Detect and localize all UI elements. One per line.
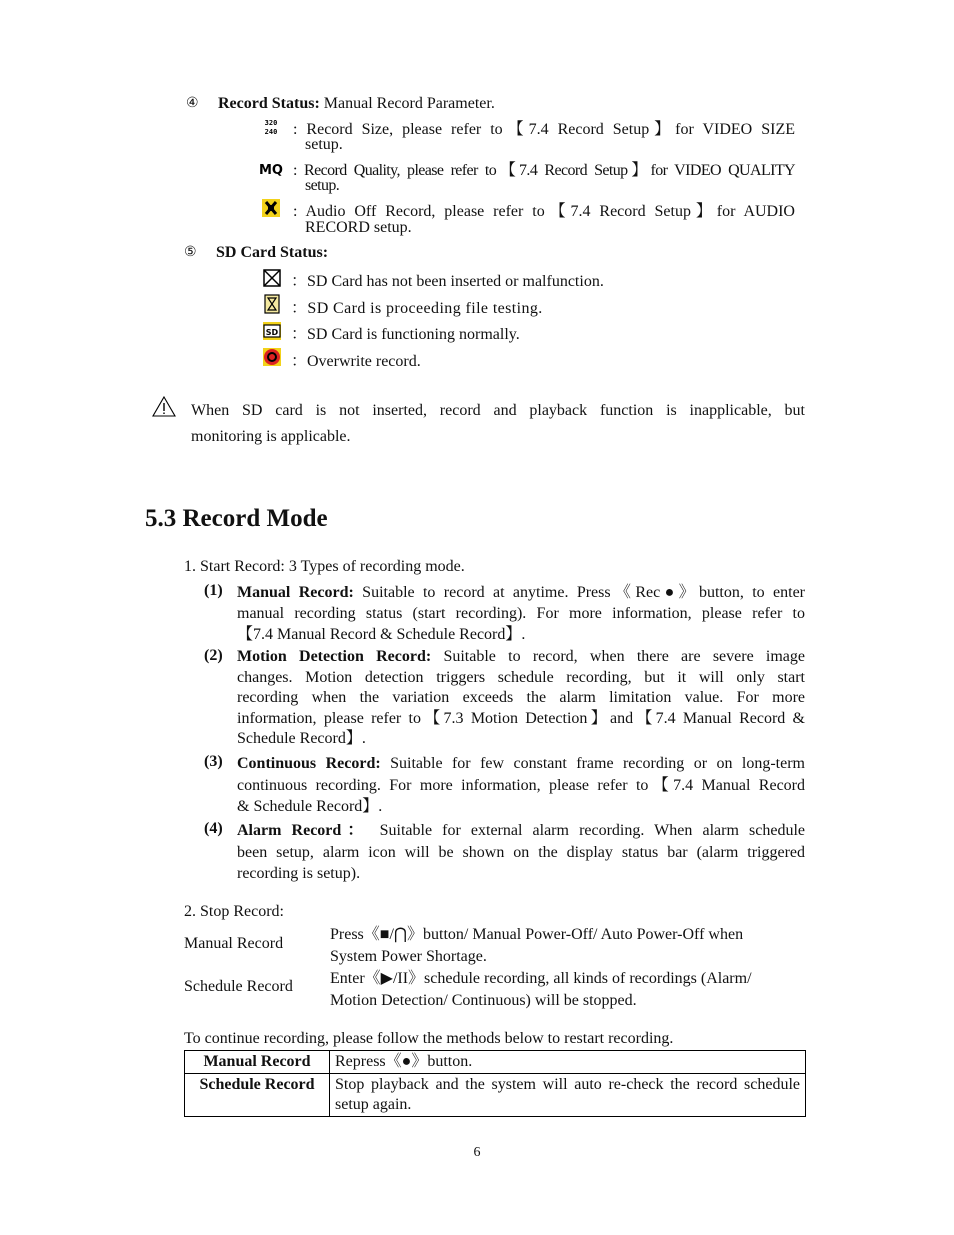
audio-off-icon: [262, 199, 280, 217]
continuous-record-line3: & Schedule Record】.: [237, 798, 383, 815]
motion-record-line3: recording when the variation exceeds the alarm limitation value. For more: [237, 689, 805, 706]
motion-record-line2: changes. Motion detection triggers schedule recording, but it will only start: [237, 668, 805, 686]
svg-text:320: 320: [264, 119, 278, 127]
svg-text:MQ: MQ: [259, 163, 283, 178]
sd-testing-icon: [263, 295, 281, 313]
alarm-record-num: (4): [204, 820, 223, 837]
continue-intro: To continue recording, please follow the methods below to restart recording.: [184, 1030, 674, 1047]
manual-record-line2: manual recording status (start recording). For more information, please refer to: [237, 605, 805, 622]
continuous-record-num: (3): [204, 753, 223, 770]
page-number: 6: [473, 1145, 481, 1160]
stop-manual-desc: [330, 924, 806, 968]
continuous-record-item: [237, 753, 805, 818]
sd-missing-text: ：SD Card has not been inserted or malfunction.: [291, 273, 604, 290]
continue-schedule-value: Stop playback and the system will auto re-check the record schedule setup again.: [330, 1074, 806, 1117]
sd-status-marker: ⑤: [184, 245, 197, 260]
motion-record-item: [237, 647, 805, 750]
manual-record-bold: Manual Record:: [237, 584, 354, 601]
record-status-marker: ④: [186, 96, 199, 111]
table-row: [185, 1074, 806, 1117]
alarm-record-line2: been setup, alarm icon will be shown on the display status bar (alarm triggered: [237, 843, 805, 861]
stop-manual-line2: System Power Shortage.: [330, 948, 487, 965]
sd-testing-text: ：SD Card is proceeding file testing.: [291, 300, 543, 317]
sd-normal-icon: [263, 322, 281, 340]
continue-table: [184, 1050, 806, 1117]
sd-missing-icon: [263, 269, 281, 287]
continuous-record-line2: continuous recording. For more information, please refer to【7.4 Manual Record: [237, 776, 805, 794]
continue-manual-key: Manual Record: [185, 1051, 330, 1074]
warning-line2: monitoring is applicable.: [191, 428, 351, 445]
svg-text:SD: SD: [265, 328, 279, 337]
record-status-label: Record Status:: [218, 95, 320, 112]
continue-manual-value: Repress《●》button.: [330, 1051, 806, 1074]
record-quality-line2: setup.: [305, 177, 340, 194]
section-title: 5.3 Record Mode: [145, 505, 328, 532]
svg-text:240: 240: [264, 128, 278, 136]
motion-record-num: (2): [204, 647, 223, 664]
motion-record-line1: Suitable to record, when there are severe image: [443, 648, 806, 665]
warning-line1: When SD card is not inserted, record and playback function is inapplicable, but: [191, 402, 805, 419]
record-quality-icon: [259, 159, 283, 178]
stop-manual-label: Manual Record: [184, 935, 284, 952]
sd-normal-text: ：SD Card is functioning normally.: [291, 326, 520, 343]
record-size-icon: [262, 117, 280, 135]
stop-schedule-line2: Motion Detection/ Continuous) will be stopped.: [330, 992, 637, 1009]
table-row: [185, 1051, 806, 1074]
manual-record-line3: 【7.4 Manual Record & Schedule Record】.: [237, 626, 526, 643]
record-size-line1: : Record Size, please refer to【7.4 Record Setup】for VIDEO SIZE: [293, 121, 795, 138]
sd-status-label: SD Card Status:: [216, 244, 329, 261]
stop-schedule-desc: [330, 968, 806, 1012]
manual-record-item: [237, 582, 805, 645]
record-size-line2: setup.: [305, 136, 343, 153]
motion-record-line5: Schedule Record】.: [237, 730, 366, 747]
motion-record-bold: Motion Detection Record:: [237, 648, 432, 665]
record-quality-line1: : Record Quality, please refer to【7.4 Record Setup】for VIDEO QUALITY: [293, 162, 795, 179]
alarm-record-bold: Alarm Record：: [237, 822, 370, 839]
record-status-desc: Manual Record Parameter.: [323, 95, 495, 112]
stop-manual-line1: Press《■/⋂》button/ Manual Power-Off/ Auto Power-Off when: [330, 926, 744, 943]
motion-record-line4: information, please refer to【7.3 Motion Detection】and【7.4 Manual Record &: [237, 709, 805, 727]
alarm-record-line3: recording is setup).: [237, 865, 361, 882]
audio-off-line2: RECORD setup.: [305, 219, 412, 236]
stop-schedule-line1: Enter《▶/II》schedule recording, all kinds of recordings (Alarm/: [330, 970, 752, 987]
overwrite-text: ：Overwrite record.: [291, 353, 421, 370]
stop-schedule-label: Schedule Record: [184, 978, 293, 995]
alarm-record-line1: Suitable for external alarm recording. When alarm schedule: [379, 822, 805, 839]
continue-schedule-key: Schedule Record: [185, 1074, 330, 1117]
continuous-record-line1: Suitable for few constant frame recording or on long-term: [390, 755, 806, 772]
continuous-record-bold: Continuous Record:: [237, 755, 381, 772]
manual-record-num: (1): [204, 582, 223, 599]
manual-record-line1: Suitable to record at anytime. Press《Rec●》button, to enter: [362, 584, 805, 601]
overwrite-icon: [263, 348, 281, 366]
record-status-heading: [218, 95, 495, 113]
alarm-record-item: [237, 820, 805, 885]
start-record-heading: 1. Start Record: 3 Types of recording mode.: [184, 558, 465, 575]
warning-icon: [152, 396, 176, 417]
audio-off-line1: : Audio Off Record, please refer to【7.4 Record Setup】for AUDIO: [293, 203, 795, 220]
stop-record-heading: 2. Stop Record:: [184, 903, 284, 920]
